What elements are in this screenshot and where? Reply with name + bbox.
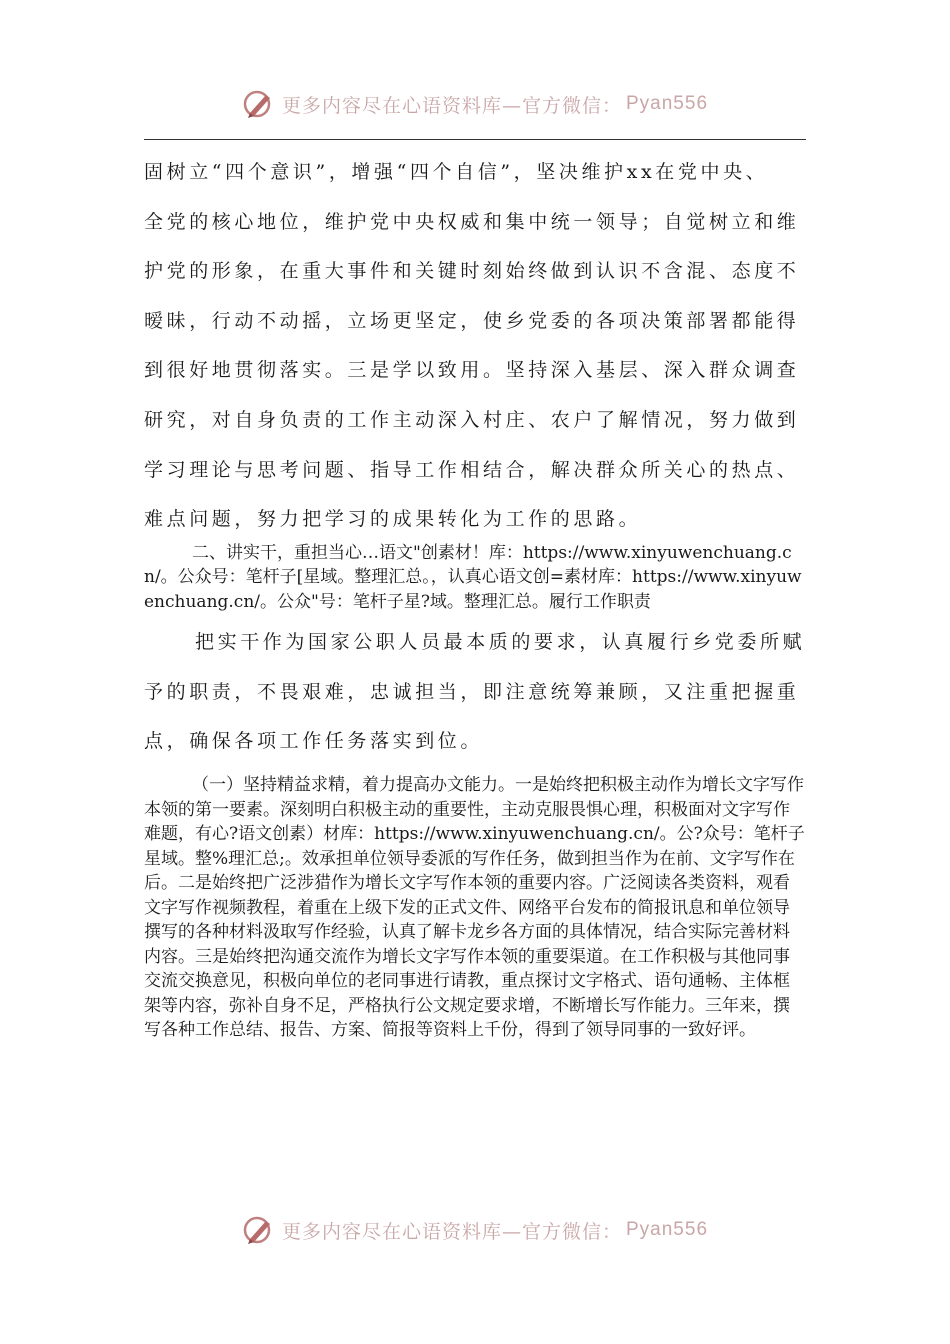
document-body bbox=[144, 148, 806, 1043]
paragraph-a bbox=[144, 148, 806, 545]
watermark-wechat-id: Pyan556 bbox=[626, 1219, 709, 1240]
paragraph-a-line: 固树立“四个意识”，增强“四个自信”，坚决维护xx在党中央、 bbox=[144, 161, 769, 183]
watermark-wechat-id: Pyan556 bbox=[626, 93, 709, 114]
paragraph-b-line: 把实干作为国家公职人员最本质的要求，认真履行乡党委所赋 bbox=[195, 631, 806, 654]
paragraph-a-line: 全党的核心地位，维护党中央权威和集中统一领导；自觉树立和维 bbox=[144, 210, 800, 233]
paragraph-b-line: 予的职责，不畏艰难，忠诚担当，即注意统筹兼顾，又注重把握重 bbox=[144, 680, 800, 703]
paragraph-b-line: 点，确保各项工作任务落实到位。 bbox=[144, 730, 484, 753]
paragraph-a-line: 护党的形象，在重大事件和关键时刻始终做到认识不含混、态度不 bbox=[144, 260, 800, 283]
paragraph-b bbox=[144, 618, 806, 767]
watermark-text: 更多内容尽在心语资料库—官方微信： bbox=[281, 1220, 622, 1243]
pen-logo-icon bbox=[242, 87, 276, 121]
section-heading-two: 二、讲实干，重担当心…语文"创素材！库：https://www.xinyuwenchuang.cn/。公众号：笔杆子[星域。整理汇总。，认真心语文创=素材库：https://www.xinyuwenchuang.cn/。公众"号：笔杆子星?域。整理汇总。履行工作职责 bbox=[144, 542, 802, 612]
paragraph-a-line: 暧昧，行动不动摇，立场更坚定，使乡党委的各项决策部署都能得 bbox=[144, 309, 800, 332]
header-rule bbox=[144, 139, 806, 140]
paragraph-a-line: 学习理论与思考问题、指导工作相结合，解决群众所关心的热点、 bbox=[144, 458, 800, 481]
paragraph-a-line: 难点问题，努力把学习的成果转化为工作的思路。 bbox=[144, 508, 642, 531]
paragraph-a-line: 研究，对自身负责的工作主动深入村庄、农户了解情况，努力做到 bbox=[144, 408, 800, 431]
paragraph-a-line: 到很好地贯彻落实。三是学以致用。坚持深入基层、深入群众调查 bbox=[144, 359, 800, 382]
pen-logo-icon bbox=[242, 1213, 276, 1247]
header-watermark bbox=[0, 84, 950, 124]
watermark-text: 更多内容尽在心语资料库—官方微信： bbox=[281, 94, 622, 117]
paragraph-c: （一）坚持精益求精，着力提高办文能力。一是始终把积极主动作为增长文字写作本领的第一要素。深刻明白积极主动的重要性，主动克服畏惧心理，积极面对文字写作难题，有心?语文创素）材库：https://www.xinyuwenchuang.cn/。公?众号：笔杆子星域。整%理汇总;。效承担单位领导委派的写作任务，做到担当作为在前、文字写作在后。二是始终把广泛涉猎作为增长文字写作本领的重要内容。广泛阅读各类资料，观看文字写作视频教程，着重在上级下发的正式文件、网络平台发布的简报讯息和单位领导撰写的各种材料汲取写作经验，认真了解卡龙乡各方面的具体情况，结合实际完善材料内容。三是始终把沟通交流作为增长文字写作本领的重要渠道。在工作积极与其他同事交流交换意见，积极向单位的老同事进行请教，重点探讨文字格式、语句通畅、主体框架等内容，弥补自身不足，严格执行公文规定要求增，不断增长写作能力。三年来，撰写各种工作总结、报告、方案、简报等资料上千份，得到了领导同事的一致好评。 bbox=[144, 775, 805, 1041]
footer-watermark bbox=[0, 1210, 950, 1250]
